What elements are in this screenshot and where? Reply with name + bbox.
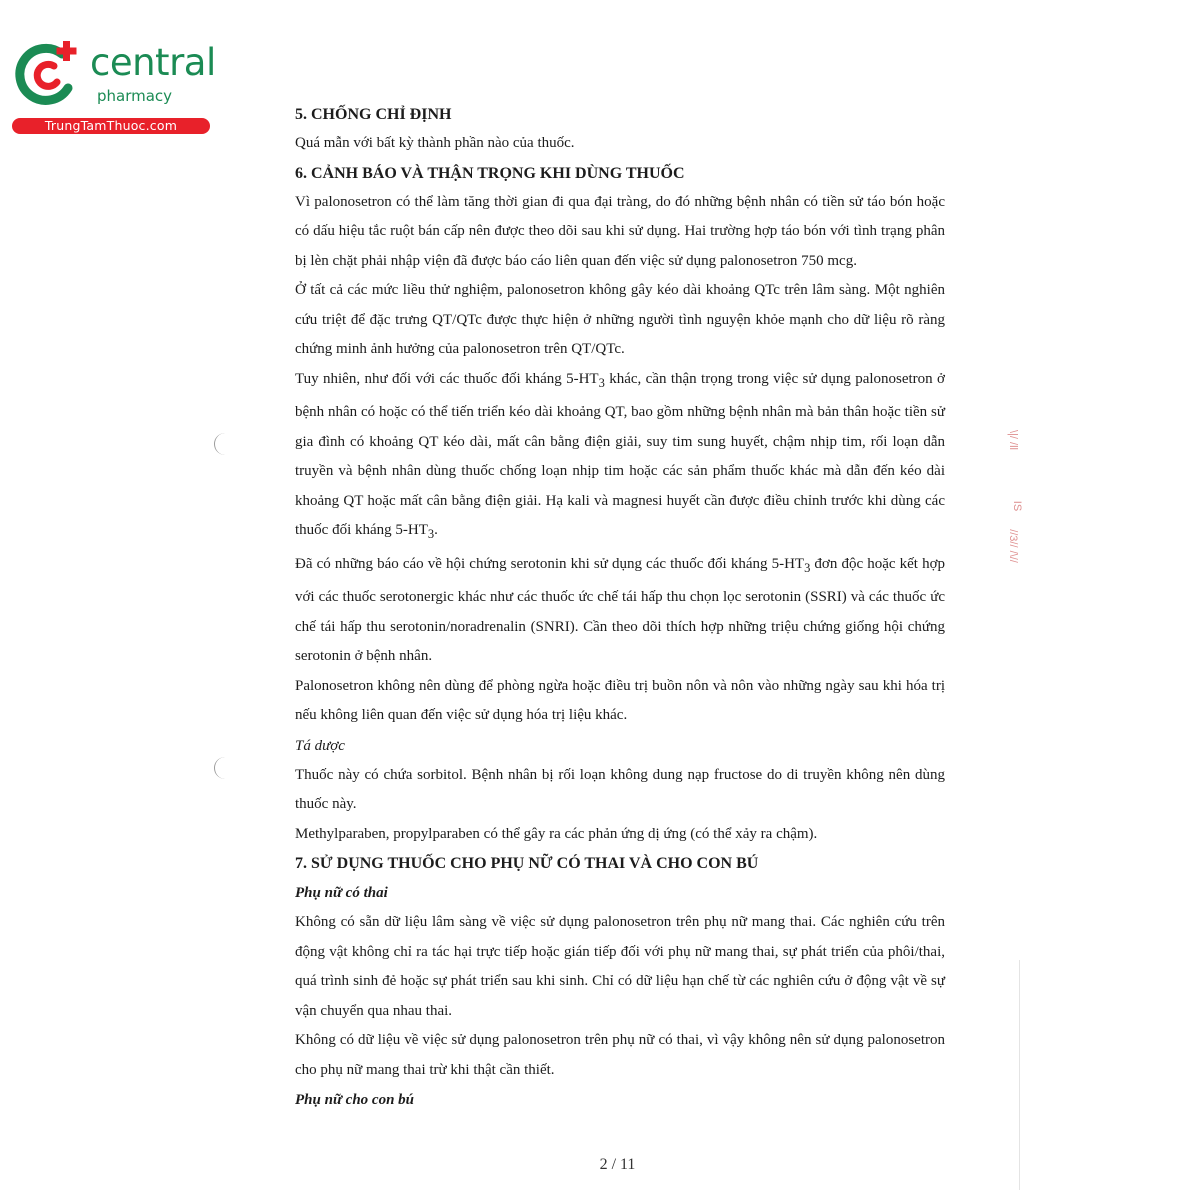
paragraph: Quá mẫn với bất kỳ thành phần nào của thuốc. — [295, 135, 575, 151]
paragraph: Không có sẵn dữ liệu lâm sàng về việc sử dụng palonosetron trên phụ nữ mang thai. Các nghiên cứu trên động vật không chỉ ra tác hại trực tiếp hoặc gián tiếp đối với phụ nữ mang thai, sự phát triển của phôi/thai, quá trình sinh đẻ hoặc sự phát triển sau khi sinh. Chỉ có dữ liệu hạn chế từ các nghiên cứu ở động vật về sự vận chuyển qua nhau thai. — [295, 914, 945, 1019]
paragraph: Không có dữ liệu về việc sử dụng palonosetron trên phụ nữ có thai, vì vậy không nên sử dụng palonosetron cho phụ nữ mang thai trừ khi thật cần thiết. — [295, 1032, 945, 1078]
subscript: 3 — [598, 375, 605, 390]
logo-brand-text: central — [90, 41, 216, 84]
paragraph: Thuốc này có chứa sorbitol. Bệnh nhân bị rối loạn không dung nạp fructose do di truyền không nên dùng thuốc này. — [295, 766, 945, 812]
subheading-breastfeeding: Phụ nữ cho con bú — [295, 1092, 415, 1108]
text-run: . — [434, 522, 438, 538]
text-run: khác, cần thận trọng trong việc sử dụng palonosetron ở bệnh nhân có hoặc có thể tiến triển kéo dài khoảng QT, bao gồm những bệnh nhân mà bản thân hoặc tiền sử gia đình có khoảng QT kéo dài, mất cân bằng điện giải, suy tim sung huyết, chậm nhịp tim, rối loạn dẫn truyền và bệnh nhân dùng thuốc chống loạn nhịp tim hoặc các sản phẩm thuốc khác mà dẫn đến kéo dài khoảng QT hoặc mất cân bằng điện giải. Hạ kali và magnesi huyết cần được điều chỉnh trước khi dùng các thuốc đối kháng 5-HT — [295, 370, 945, 538]
section-heading-warnings: 6. CẢNH BÁO VÀ THẬN TRỌNG KHI DÙNG THUỐC — [295, 164, 685, 182]
punch-hole-mark — [214, 433, 225, 455]
paragraph: Palonosetron không nên dùng để phòng ngừa hoặc điều trị buồn nôn và nôn vào những ngày sau khi hóa trị nếu không liên quan đến việc sử dụng hóa trị liệu khác. — [295, 677, 945, 723]
paragraph — [295, 365, 945, 550]
subheading-pregnancy: Phụ nữ có thai — [295, 885, 388, 901]
logo-sub-text: pharmacy — [97, 87, 173, 105]
margin-mark: \|/ /ll — [1006, 430, 1019, 450]
section-heading-contraindications: 5. CHỐNG CHỈ ĐỊNH — [295, 106, 452, 123]
text-run: Tuy nhiên, như đối với các thuốc đối kháng 5-HT — [295, 370, 599, 387]
subscript: 3 — [804, 560, 811, 575]
document-body — [295, 100, 945, 1115]
paragraph: Ở tất cả các mức liều thử nghiệm, palonosetron không gây kéo dài khoảng QTc trên lâm sàng. Một nghiên cứu triệt để đặc trưng QT/QTc được thực hiện ở những người tình nguyện khỏe mạnh cho dữ liệu rõ ràng chứng minh ảnh hưởng của palonosetron trên QT/QTc. — [295, 282, 945, 357]
central-pharmacy-logo[interactable] — [10, 38, 215, 138]
page-number: 2 / 11 — [599, 1156, 636, 1173]
subscript: 3 — [427, 527, 435, 541]
text-run: Đã có những báo cáo về hội chứng serotonin khi sử dụng các thuốc đối kháng 5-HT — [295, 555, 805, 572]
section-heading-pregnancy-lactation: 7. SỬ DỤNG THUỐC CHO PHỤ NỮ CÓ THAI VÀ CHO CON BÚ — [295, 855, 759, 872]
paragraph: Methylparaben, propylparaben có thể gây ra các phản ứng dị ứng (có thể xảy ra chậm). — [295, 825, 818, 842]
paragraph — [295, 550, 945, 672]
text-run: đơn độc hoặc kết hợp với các thuốc serotonergic khác như các thuốc ức chế tái hấp thu chọn lọc serotonin (SSRI) và các thuốc ức chế tái hấp thu serotonin/noradrenalin (SNRI). Cần theo dõi thích hợp những triệu chứng giống hội chứng serotonin ở bệnh nhân. — [295, 555, 946, 664]
margin-mark: //3// /\// — [1006, 529, 1019, 563]
punch-hole-mark — [214, 757, 225, 779]
subheading-excipients: Tá dược — [295, 737, 345, 754]
pharmacy-cross-logo-icon — [10, 38, 88, 112]
paragraph: Vì palonosetron có thể làm tăng thời gian đi qua đại tràng, do đó những bệnh nhân có tiền sử táo bón hoặc có dấu hiệu tắc ruột bán cấp nên được theo dõi sau khi sử dụng. Hai trường hợp táo bón với tình trạng phân bị lèn chặt phải nhập viện đã được báo cáo liên quan đến việc sử dụng palonosetron 750 mcg. — [295, 193, 945, 269]
margin-mark: IS — [1011, 500, 1024, 512]
logo-site-banner: TrungTamThuoc.com — [12, 118, 210, 134]
